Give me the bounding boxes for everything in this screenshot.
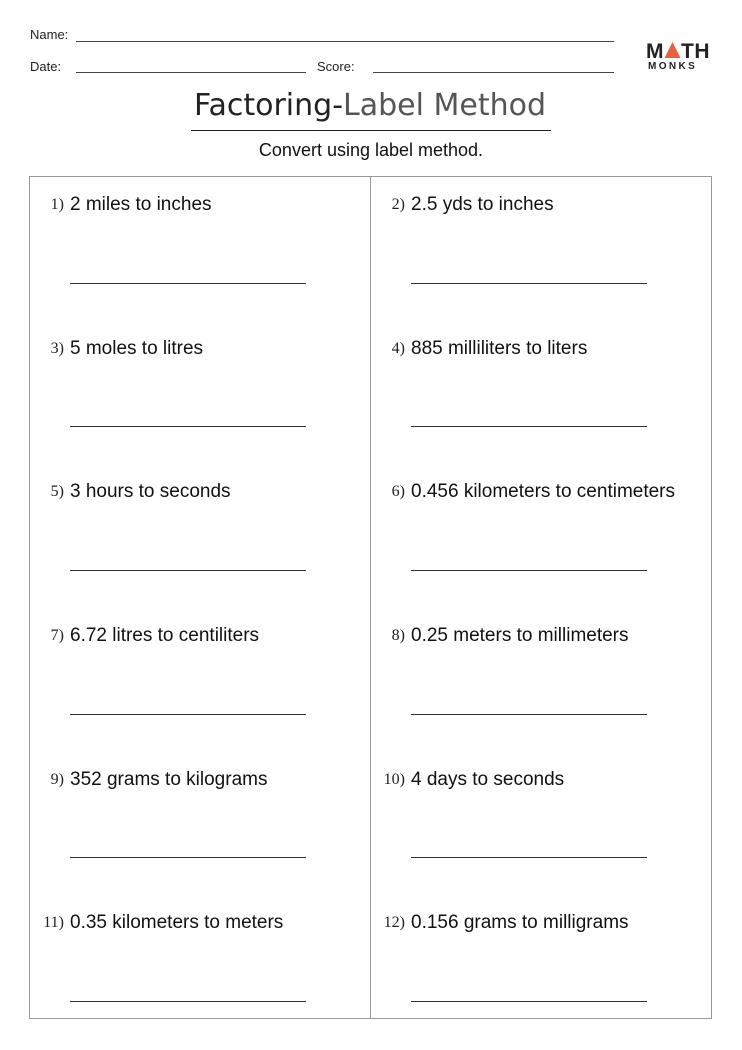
column-divider — [370, 176, 371, 1019]
date-field[interactable] — [76, 72, 306, 73]
question-number: 5) — [50, 483, 64, 500]
answer-line[interactable] — [411, 714, 647, 715]
title-part1: Factoring- — [193, 88, 344, 123]
math-monks-logo — [646, 40, 716, 74]
answer-line[interactable] — [70, 283, 306, 284]
answer-line[interactable] — [70, 714, 306, 715]
page-title — [190, 88, 550, 123]
question-number: 1) — [50, 196, 64, 213]
question-text: 352 grams to kilograms — [70, 769, 268, 790]
question-number: 6) — [391, 483, 405, 500]
question-number: 2) — [391, 196, 405, 213]
question-text: 4 days to seconds — [411, 769, 565, 790]
question-text: 885 milliliters to liters — [411, 338, 588, 359]
answer-line[interactable] — [70, 1001, 306, 1002]
question-text: 5 moles to litres — [70, 338, 204, 359]
question-text: 0.456 kilometers to centimeters — [411, 481, 676, 502]
logo-math-m: M — [646, 40, 664, 63]
question-text: 0.35 kilometers to meters — [70, 912, 284, 933]
instructions: Convert using label method. — [258, 140, 484, 160]
answer-line[interactable] — [411, 1001, 647, 1002]
question-text: 2.5 yds to inches — [411, 194, 554, 215]
logo-monks-text: MONKS — [648, 61, 698, 72]
question-text: 6.72 litres to centiliters — [70, 625, 260, 646]
question-text: 0.25 meters to millimeters — [411, 625, 629, 646]
question-number: 8) — [391, 627, 405, 644]
question-number: 7) — [50, 627, 64, 644]
title-underline — [191, 130, 551, 131]
question-number: 3) — [50, 340, 64, 357]
question-text: 0.156 grams to milligrams — [411, 912, 629, 933]
question-number: 12) — [383, 914, 405, 931]
answer-line[interactable] — [411, 426, 647, 427]
score-field[interactable] — [373, 72, 614, 73]
name-label: Name: — [30, 27, 69, 42]
answer-line[interactable] — [70, 426, 306, 427]
answer-line[interactable] — [70, 570, 306, 571]
question-number: 4) — [391, 340, 405, 357]
question-number: 11) — [43, 914, 64, 931]
answer-line[interactable] — [411, 857, 647, 858]
answer-line[interactable] — [411, 283, 647, 284]
logo-math-th: TH — [681, 40, 710, 63]
question-number: 9) — [50, 771, 64, 788]
logo-triangle-icon — [664, 41, 681, 59]
name-field[interactable] — [76, 41, 614, 42]
question-text: 2 miles to inches — [70, 194, 212, 215]
answer-line[interactable] — [411, 570, 647, 571]
date-label: Date: — [30, 59, 62, 74]
question-number: 10) — [383, 771, 405, 788]
answer-line[interactable] — [70, 857, 306, 858]
title-part2: Label Method — [343, 88, 547, 123]
score-label: Score: — [317, 59, 355, 74]
question-text: 3 hours to seconds — [70, 481, 231, 502]
